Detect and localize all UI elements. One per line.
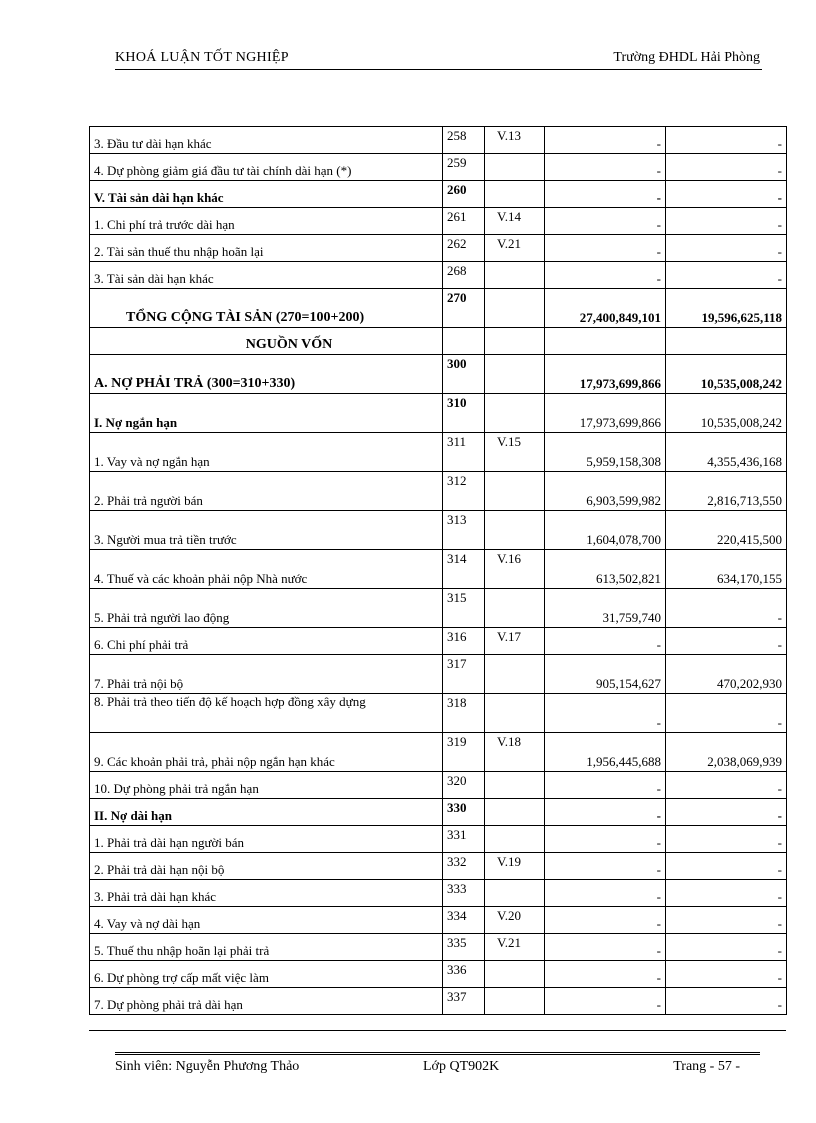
footer-student: Sinh viên: Nguyễn Phương Thảo [115,1059,300,1074]
row-previous-value: 10,535,008,242 [666,394,787,433]
footer-page: Trang - 57 - [673,1059,740,1074]
row-code: 262 [443,235,485,262]
row-current-value: - [545,988,666,1015]
header-title: KHOÁ LUẬN TỐT NGHIỆP [115,50,289,65]
table-row [90,328,787,355]
row-current-value: 17,973,699,866 [545,394,666,433]
row-note [485,589,545,628]
row-current-value: - [545,880,666,907]
row-current-value: 17,973,699,866 [545,355,666,394]
row-code: 312 [443,472,485,511]
row-note: V.21 [485,934,545,961]
row-label: 2. Phải trả người bán [90,472,443,511]
row-code: 333 [443,880,485,907]
row-current-value: 5,959,158,308 [545,433,666,472]
row-code: 258 [443,127,485,154]
row-note: V.17 [485,628,545,655]
row-previous-value: 2,038,069,939 [666,733,787,772]
page-header [115,50,760,68]
row-previous-value: - [666,154,787,181]
table-row [90,934,787,961]
row-label: 2. Tài sản thuế thu nhập hoãn lại [90,235,443,262]
table-row [90,433,787,472]
row-current-value: - [545,934,666,961]
row-code: 311 [443,433,485,472]
row-previous-value: - [666,262,787,289]
row-previous-value: - [666,799,787,826]
row-current-value: - [545,154,666,181]
row-label: V. Tài sản dài hạn khác [90,181,443,208]
row-previous-value: 220,415,500 [666,511,787,550]
row-note [485,772,545,799]
row-previous-value: 19,596,625,118 [666,289,787,328]
row-note [485,799,545,826]
row-code: 261 [443,208,485,235]
row-label: 7. Dự phòng phải trả dài hạn [90,988,443,1015]
row-current-value: - [545,772,666,799]
row-current-value: - [545,628,666,655]
row-previous-value: - [666,208,787,235]
row-label: 3. Tài sản dài hạn khác [90,262,443,289]
table-row [90,355,787,394]
row-previous-value: 470,202,930 [666,655,787,694]
row-label: 5. Phải trả người lao động [90,589,443,628]
row-label: 3. Phải trả dài hạn khác [90,880,443,907]
table-row [90,289,787,328]
row-current-value: 613,502,821 [545,550,666,589]
row-label: 1. Chi phí trả trước dài hạn [90,208,443,235]
row-previous-value: 634,170,155 [666,550,787,589]
row-previous-value: 4,355,436,168 [666,433,787,472]
footer-rule-top [89,1030,786,1031]
row-current-value: - [545,907,666,934]
row-current-value: 27,400,849,101 [545,289,666,328]
row-current-value: - [545,853,666,880]
row-label: 9. Các khoản phải trả, phải nộp ngắn hạn khác [90,733,443,772]
row-previous-value: - [666,880,787,907]
table-row [90,511,787,550]
row-previous-value: - [666,181,787,208]
row-current-value: - [545,262,666,289]
row-note: V.16 [485,550,545,589]
row-code: 334 [443,907,485,934]
table-row [90,235,787,262]
row-previous-value: - [666,127,787,154]
row-code: 300 [443,355,485,394]
page-footer [115,1059,760,1077]
row-note [485,394,545,433]
row-label: 10. Dự phòng phải trả ngắn hạn [90,772,443,799]
row-code: 336 [443,961,485,988]
row-label: TỔNG CỘNG TÀI SẢN (270=100+200) [90,289,443,328]
row-code: 320 [443,772,485,799]
row-label: 5. Thuế thu nhập hoãn lại phải trả [90,934,443,961]
row-current-value: 905,154,627 [545,655,666,694]
table-row [90,472,787,511]
row-label: 4. Thuế và các khoản phải nộp Nhà nước [90,550,443,589]
table-row [90,262,787,289]
table-row [90,589,787,628]
table-row [90,127,787,154]
row-code: 260 [443,181,485,208]
row-code: 317 [443,655,485,694]
row-note: V.14 [485,208,545,235]
row-current-value: 6,903,599,982 [545,472,666,511]
row-code: 259 [443,154,485,181]
row-previous-value [666,328,787,355]
table-row [90,154,787,181]
row-label: 3. Người mua trả tiền trước [90,511,443,550]
row-code: 318 [443,694,485,733]
row-previous-value: - [666,988,787,1015]
table-row [90,628,787,655]
row-note: V.20 [485,907,545,934]
table-row [90,655,787,694]
row-previous-value: 10,535,008,242 [666,355,787,394]
row-code: 270 [443,289,485,328]
header-rule [115,69,762,70]
row-label: I. Nợ ngắn hạn [90,394,443,433]
row-code: 314 [443,550,485,589]
table-row [90,853,787,880]
row-previous-value: - [666,907,787,934]
row-code: 330 [443,799,485,826]
row-note: V.19 [485,853,545,880]
footer-rule-double [115,1052,760,1057]
row-note [485,355,545,394]
row-note [485,262,545,289]
table-row [90,733,787,772]
row-label: 3. Đầu tư dài hạn khác [90,127,443,154]
table-row [90,799,787,826]
row-note [485,880,545,907]
row-previous-value: 2,816,713,550 [666,472,787,511]
row-previous-value: - [666,772,787,799]
row-current-value: 1,604,078,700 [545,511,666,550]
row-code: 313 [443,511,485,550]
row-note: V.13 [485,127,545,154]
row-code: 332 [443,853,485,880]
row-code: 268 [443,262,485,289]
row-code [443,328,485,355]
row-previous-value: - [666,934,787,961]
row-current-value: - [545,694,666,733]
row-label: 6. Dự phòng trợ cấp mất việc làm [90,961,443,988]
row-current-value: - [545,235,666,262]
row-note [485,511,545,550]
row-label: 1. Phải trả dài hạn người bán [90,826,443,853]
table-row [90,988,787,1015]
row-current-value: 1,956,445,688 [545,733,666,772]
row-code: 315 [443,589,485,628]
row-code: 335 [443,934,485,961]
table-row [90,826,787,853]
row-label: 1. Vay và nợ ngắn hạn [90,433,443,472]
row-note [485,826,545,853]
table-row [90,208,787,235]
row-label: A. NỢ PHẢI TRẢ (300=310+330) [90,355,443,394]
table-row [90,772,787,799]
row-label: 6. Chi phí phải trả [90,628,443,655]
row-note: V.15 [485,433,545,472]
table-row [90,694,787,733]
row-note [485,181,545,208]
table-row [90,961,787,988]
row-note: V.18 [485,733,545,772]
row-note [485,154,545,181]
row-note [485,472,545,511]
row-label: II. Nợ dài hạn [90,799,443,826]
row-previous-value: - [666,694,787,733]
row-previous-value: - [666,235,787,262]
row-note [485,289,545,328]
table-row [90,181,787,208]
row-code: 316 [443,628,485,655]
balance-sheet-table [89,126,787,1015]
row-previous-value: - [666,628,787,655]
table-row [90,907,787,934]
row-code: 319 [443,733,485,772]
row-label: 4. Dự phòng giảm giá đầu tư tài chính dài hạn (*) [90,154,443,181]
header-school: Trường ĐHDL Hải Phòng [613,50,760,65]
row-note [485,961,545,988]
row-current-value [545,328,666,355]
row-note [485,655,545,694]
table-row [90,550,787,589]
table-row [90,394,787,433]
row-label: 7. Phải trả nội bộ [90,655,443,694]
row-label: 2. Phải trả dài hạn nội bộ [90,853,443,880]
row-previous-value: - [666,826,787,853]
row-note: V.21 [485,235,545,262]
row-note [485,988,545,1015]
row-code: 337 [443,988,485,1015]
row-current-value: - [545,799,666,826]
row-note [485,694,545,733]
table-row [90,880,787,907]
row-code: 310 [443,394,485,433]
row-current-value: 31,759,740 [545,589,666,628]
row-previous-value: - [666,853,787,880]
row-label: 8. Phải trả theo tiến độ kế hoạch hợp đồng xây dựng [90,694,443,733]
row-current-value: - [545,127,666,154]
row-code: 331 [443,826,485,853]
row-current-value: - [545,208,666,235]
row-label: 4. Vay và nợ dài hạn [90,907,443,934]
row-previous-value: - [666,589,787,628]
row-current-value: - [545,961,666,988]
row-label: NGUỒN VỐN [90,328,443,355]
row-previous-value: - [666,961,787,988]
row-current-value: - [545,181,666,208]
row-note [485,328,545,355]
footer-class: Lớp QT902K [423,1059,500,1074]
row-current-value: - [545,826,666,853]
